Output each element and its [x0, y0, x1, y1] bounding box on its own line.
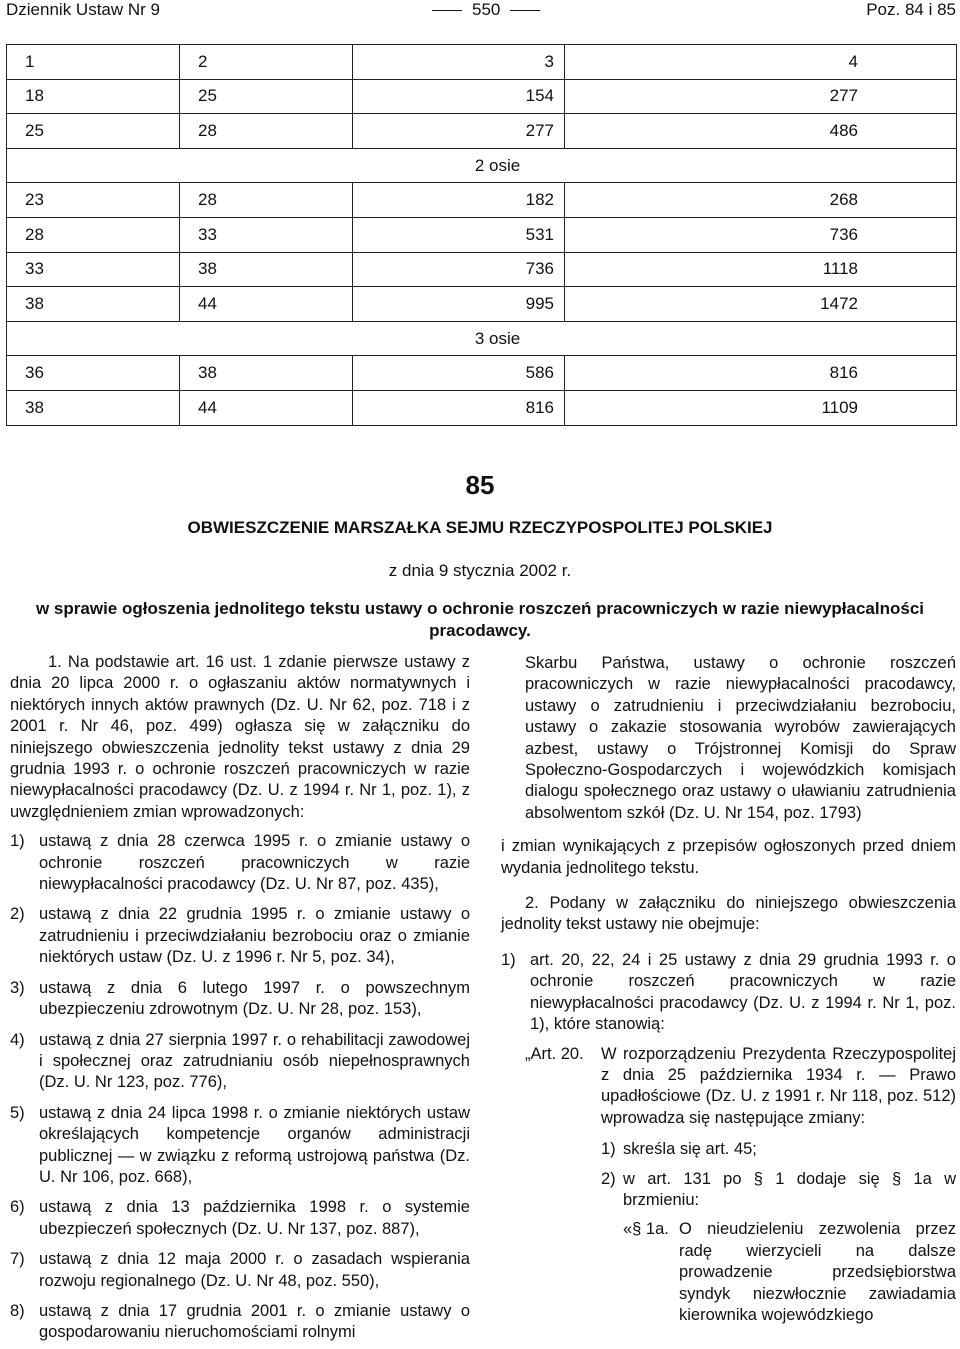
list-item-text: ustawą z dnia 24 lipca 1998 r. o zmianie niektórych ustaw określających kompetencje organów administracji publicznej — w związku z reformą ustrojową państwa (Dz. U. Nr 106, poz. 668),	[39, 1103, 470, 1186]
amendment-item	[601, 1139, 956, 1160]
table-cell: 277	[353, 114, 565, 149]
table-header-row	[7, 45, 957, 80]
quoted-article-text: W rozporządzeniu Prezydenta Rzeczypospolitej z dnia 25 października 1934 r. — Prawo upadłościowe (Dz. U. z 1991 r. Nr 118, poz. 512) wprowadza się następujące zmiany:	[601, 1044, 956, 1127]
table-cell: 586	[353, 356, 565, 391]
table-cell: 33	[180, 217, 353, 252]
amendment-item-text: skreśla się art. 45;	[623, 1140, 757, 1159]
added-paragraph-label: «§ 1a.	[623, 1220, 669, 1239]
list-item-text: ustawą z dnia 22 grudnia 1995 r. o zmianie ustawy o zatrudnieniu i przeciwdziałaniu bezrobociu oraz o zmianie niektórych ustaw (Dz. U. z 1996 r. Nr 5, poz. 34),	[39, 905, 470, 967]
exclusion-item-text: art. 20, 22, 24 i 25 ustawy z dnia 29 grudnia 1993 r. o ochronie roszczeń pracowniczych w razie niewypłacalności pracodawcy (Dz. U. z 1994 r. Nr 1, poz. 1), które stanowią:	[530, 950, 956, 1034]
table-cell: 182	[353, 183, 565, 218]
quoted-article	[525, 1044, 956, 1130]
table-cell: 38	[7, 390, 180, 425]
list-item	[10, 1249, 470, 1292]
list-item	[10, 1030, 470, 1094]
list-item-number: 1)	[10, 832, 25, 851]
list-item	[10, 1103, 470, 1189]
list-item-number: 7)	[10, 1250, 25, 1269]
table-row	[7, 356, 957, 391]
table-cell: 486	[565, 114, 957, 149]
table-row	[7, 79, 957, 114]
table-cell: 2	[180, 45, 353, 80]
table-cell: 28	[180, 114, 353, 149]
table-cell: 28	[7, 217, 180, 252]
table-cell: 816	[353, 390, 565, 425]
table-cell: 995	[353, 287, 565, 322]
amendment-item	[601, 1169, 956, 1212]
table-cell: 816	[565, 356, 957, 391]
document-title: OBWIESZCZENIE MARSZAŁKA SEJMU RZECZYPOSPOLITEJ POLSKIEJ	[187, 518, 773, 537]
position-ref: Poz. 84 i 85	[866, 0, 956, 19]
group-label-3-axles: 3 osie	[7, 321, 957, 356]
exclusion-item-number: 1)	[501, 950, 516, 969]
table-cell: 38	[180, 252, 353, 287]
dash-right	[510, 10, 540, 11]
table-row	[7, 390, 957, 425]
table-row	[7, 217, 957, 252]
table-cell: 4	[565, 45, 957, 80]
list-item-text: ustawą z dnia 27 sierpnia 1997 r. o rehabilitacji zawodowej i społecznej oraz zatrudnianiu osób niepełnosprawnych (Dz. U. Nr 123, poz. 776),	[39, 1030, 470, 1092]
list-item-text: ustawą z dnia 13 października 1998 r. o systemie ubezpieczeń społecznych (Dz. U. Nr 137, poz. 887),	[39, 1198, 470, 1238]
list-item	[10, 978, 470, 1021]
list-item-text: ustawą z dnia 17 grudnia 2001 r. o zmianie ustawy o gospodarowaniu nieruchomościami rolnymi	[39, 1301, 470, 1342]
document-number: 85	[465, 470, 495, 500]
table-cell: 1118	[565, 252, 957, 287]
table-cell: 268	[565, 183, 957, 218]
group-label-row	[7, 321, 957, 356]
list-item-number: 4)	[10, 1030, 25, 1049]
page-number-block	[432, 0, 540, 20]
point-2-paragraph: 2. Podany w załączniku do niniejszego obwieszczenia jednolity tekst ustawy nie obejmuje:	[501, 894, 956, 934]
table-cell: 25	[7, 114, 180, 149]
list-item-number: 2)	[10, 905, 25, 924]
intro-paragraph: 1. Na podstawie art. 16 ust. 1 zdanie pierwsze ustawy z dnia 20 lipca 2000 r. o ogłaszaniu aktów normatywnych i niektórych innych aktów prawnych (Dz. U. Nr 62, poz. 718 i z 2001 r. Nr 46, poz. 499) ogłasza się w załączniku do niniejszego obwieszczenia jednolity tekst ustawy z dnia 29 grudnia 1993 r. o ochronie roszczeń pracowniczych w razie niewypłacalności pracodawcy (Dz. U. z 1994 r. Nr 1, poz. 1), z uwzględnieniem zmian wprowadzonych:	[10, 653, 470, 821]
list-item	[10, 1301, 470, 1344]
table-cell: 736	[565, 217, 957, 252]
table-row	[7, 287, 957, 322]
list-item-number: 6)	[10, 1198, 25, 1217]
list-item-text: ustawą z dnia 28 czerwca 1995 r. o zmianie ustawy o ochronie roszczeń pracowniczych w razie niewypłacalności pracodawcy (Dz. U. Nr 87, poz. 435),	[39, 832, 470, 894]
table-cell: 154	[353, 79, 565, 114]
table-cell: 25	[180, 79, 353, 114]
changes-paragraph: i zmian wynikających z przepisów ogłoszonych przed dniem wydania jednolitego tekstu.	[501, 837, 956, 877]
table-row	[7, 114, 957, 149]
table-cell: 1472	[565, 287, 957, 322]
quoted-article-label: „Art. 20.	[525, 1044, 584, 1063]
list-item-number: 5)	[10, 1103, 25, 1122]
document-date: z dnia 9 stycznia 2002 r.	[388, 561, 572, 580]
table-cell: 736	[353, 252, 565, 287]
journal-name: Dziennik Ustaw Nr 9	[6, 0, 160, 19]
table-cell: 1	[7, 45, 180, 80]
page-number: 550	[472, 0, 501, 19]
table-cell: 3	[353, 45, 565, 80]
table-cell: 23	[7, 183, 180, 218]
table-cell: 38	[7, 287, 180, 322]
document-subject: w sprawie ogłoszenia jednolitego tekstu ustawy o ochronie roszczeń pracowniczych w razie niewypłacalności pracodawcy.	[35, 599, 925, 640]
amendment-item-number: 2)	[601, 1169, 616, 1188]
left-column	[10, 652, 470, 1349]
group-label-row	[7, 148, 957, 183]
table-cell: 44	[180, 390, 353, 425]
table-row	[7, 183, 957, 218]
table-cell: 1109	[565, 390, 957, 425]
continuation-paragraph: Skarbu Państwa, ustawy o ochronie roszczeń pracowniczych w razie niewypłacalności pracodawcy, ustawy o zatrudnieniu i przeciwdziałaniu bezrobociu, ustawy o zakazie stosowania wyrobów zawierających azbest, ustawy o Trójstronnej Komisji do Spraw Społeczno-Gospodarczych i wojewódzkich komisjach dialogu społecznego oraz ustawy o uławianiu zatrudnienia absolwentom szkół (Dz. U. Nr 154, poz. 1793)	[525, 654, 956, 822]
table-cell: 28	[180, 183, 353, 218]
dash-left	[432, 10, 462, 11]
table-cell: 38	[180, 356, 353, 391]
table-cell: 33	[7, 252, 180, 287]
table-cell: 18	[7, 79, 180, 114]
table-row	[7, 252, 957, 287]
list-item-text: ustawą z dnia 12 maja 2000 r. o zasadach wspierania rozwoju regionalnego (Dz. U. Nr 48, poz. 550),	[39, 1250, 470, 1290]
table-cell: 36	[7, 356, 180, 391]
exclusion-item	[501, 950, 956, 1036]
added-paragraph-text: O nieudzieleniu zezwolenia przez radę wierzycieli na dalsze prowadzenie przedsiębiorstwa syndyk niezwłocznie zawiadamia kierownika wojewódzkiego	[679, 1220, 956, 1324]
amendment-item-text: w art. 131 po § 1 dodaje się § 1a w brzmieniu:	[623, 1169, 956, 1209]
fee-table	[6, 44, 957, 426]
table-cell: 531	[353, 217, 565, 252]
table-cell: 44	[180, 287, 353, 322]
list-item-number: 8)	[10, 1301, 25, 1320]
list-item	[10, 1197, 470, 1240]
amendment-item-number: 1)	[601, 1140, 616, 1159]
right-column	[501, 653, 956, 1326]
list-item-text: ustawą z dnia 6 lutego 1997 r. o powszechnym ubezpieczeniu zdrowotnym (Dz. U. Nr 28, poz. 153),	[39, 978, 470, 1019]
list-item	[10, 904, 470, 968]
table-cell: 277	[565, 79, 957, 114]
list-item-number: 3)	[10, 978, 25, 997]
added-paragraph	[623, 1219, 956, 1326]
list-item	[10, 831, 470, 895]
page-header	[0, 0, 960, 22]
group-label-2-axles: 2 osie	[7, 148, 957, 183]
